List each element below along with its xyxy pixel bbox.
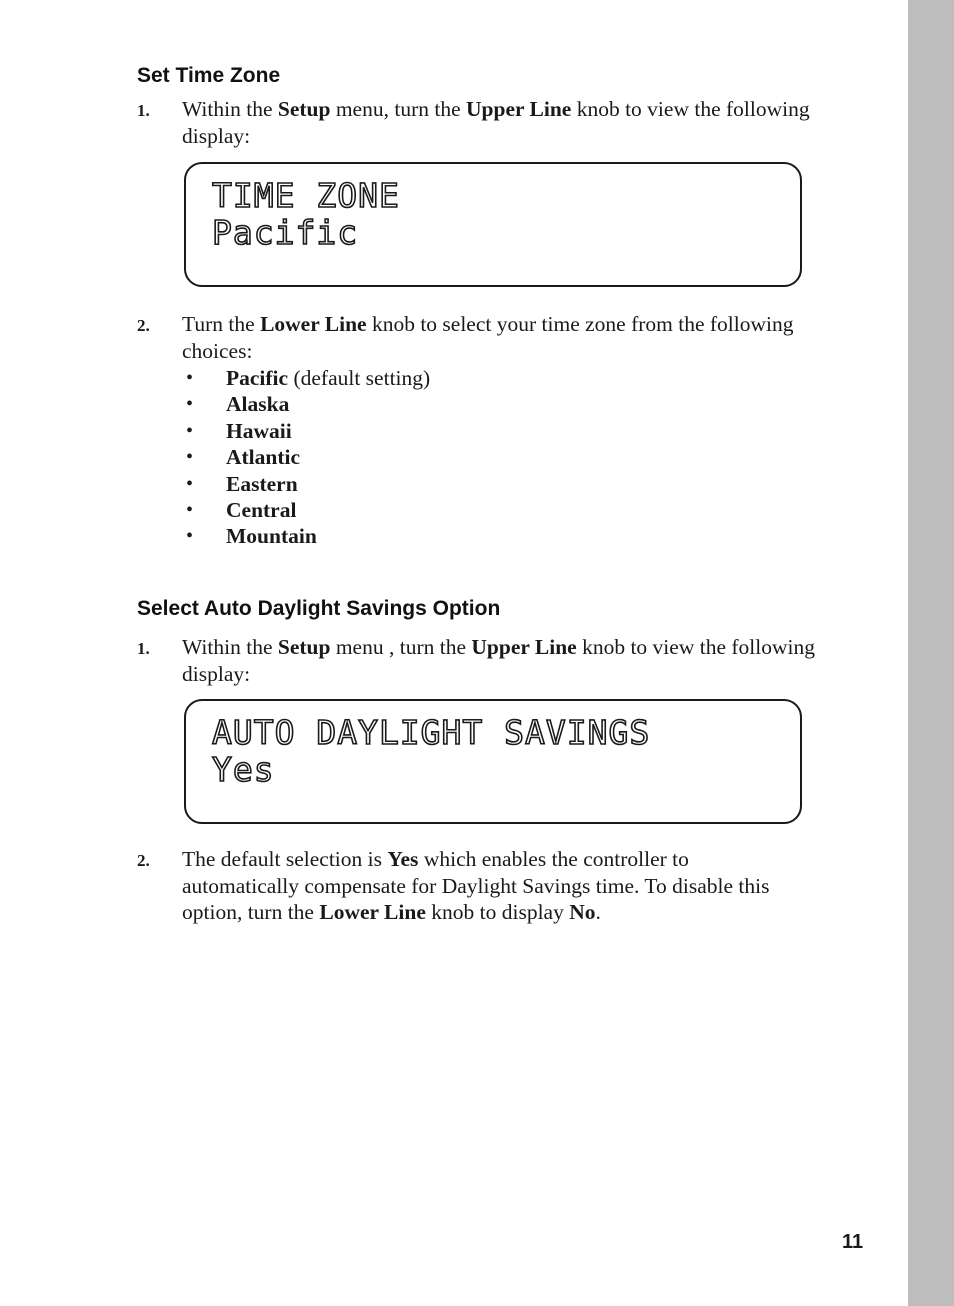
list-item: • Hawaii xyxy=(186,418,292,443)
lcd-line-1: AUTO DAYLIGHT SAVINGS xyxy=(212,713,651,752)
step-text: The default selection is Yes which enables the controller to automatically compensate for Daylight Savings time. To disable this option, turn the Lower Line knob to display No. xyxy=(182,847,770,924)
list-item: • Atlantic xyxy=(186,445,301,470)
time-zone-choices xyxy=(182,365,817,550)
page-number: 11 xyxy=(842,1231,864,1253)
step-text: Turn the Lower Line knob to select your time zone from the following choices: xyxy=(182,312,794,363)
lower-line-term: Lower Line xyxy=(260,312,367,336)
list-item: • Alaska xyxy=(186,392,290,417)
step-text: Within the Setup menu , turn the Upper Line knob to view the following display: xyxy=(182,635,815,686)
lcd-display-time-zone xyxy=(184,162,802,287)
step-2-daylight-savings xyxy=(137,846,802,926)
bullet: • xyxy=(186,472,194,495)
step-number: 1. xyxy=(137,639,150,658)
section-heading-daylight-savings: Select Auto Daylight Savings Option xyxy=(137,597,501,620)
setup-menu-term: Setup xyxy=(277,97,331,121)
lcd-line-2: Yes xyxy=(212,750,275,789)
step-number: 1. xyxy=(137,101,150,120)
list-item: • Pacific (default setting) xyxy=(186,366,431,390)
step-number: 2. xyxy=(137,851,150,870)
list-item: • Eastern xyxy=(186,471,298,496)
step-text: Within the Setup menu, turn the Upper Line knob to view the following display: xyxy=(182,97,810,148)
bullet: • xyxy=(186,525,194,548)
section-heading-time-zone: Set Time Zone xyxy=(137,64,281,87)
bullet: • xyxy=(186,367,194,389)
bullet: • xyxy=(186,393,194,416)
upper-line-term: Upper Line xyxy=(466,97,572,121)
yes-term: Yes xyxy=(387,847,419,871)
lower-line-term: Lower Line xyxy=(319,900,426,924)
bullet: • xyxy=(186,498,194,521)
step-2-time-zone xyxy=(137,311,817,550)
side-tab xyxy=(908,0,954,1306)
list-item: • Mountain xyxy=(186,524,317,549)
step-1-daylight-savings xyxy=(137,634,817,687)
step-1-time-zone xyxy=(137,96,817,149)
lcd-line-2: Pacific xyxy=(212,213,359,252)
bullet: • xyxy=(186,419,194,442)
upper-line-term: Upper Line xyxy=(471,635,577,659)
lcd-line-1: TIME ZONE xyxy=(212,176,400,215)
lcd-display-daylight-savings xyxy=(184,699,802,824)
list-item: • Central xyxy=(186,497,297,522)
step-number: 2. xyxy=(137,316,150,335)
bullet: • xyxy=(186,446,194,469)
no-term: No xyxy=(569,900,596,924)
setup-menu-term: Setup xyxy=(277,635,331,659)
